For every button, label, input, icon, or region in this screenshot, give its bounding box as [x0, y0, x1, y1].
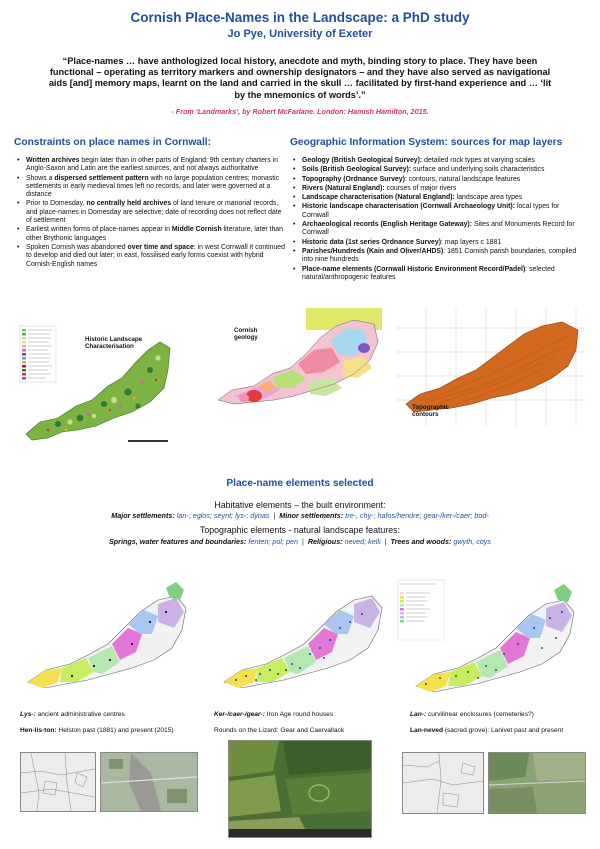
lan-caption: Lan-: curvilinear enclosures (cemeteries?) — [410, 711, 534, 718]
gis-item: • Landscape characterisation (Natural England): landscape area types — [302, 194, 588, 202]
rounds-caption: Rounds on the Lizard: Gear and Caervallack — [214, 727, 345, 734]
helston-1881-map — [20, 752, 96, 812]
lan-map-image — [396, 578, 586, 700]
ker-caption: Ker-/caer-/gear-: Iron Age round houses — [214, 711, 334, 718]
ker-map — [212, 578, 388, 698]
lan-map — [396, 578, 586, 700]
epigraph-quote: “Place-names … have anthologized local history, anecdote and myth, binding story to place. They have been functional – operating as territory markers and ownership designators – and they have also served as navigational aids [and] memory maps, learnt on the land and carried in the skull … facilitated by first-hand experience and … ‘lit by the mnemonics of words’.” — [48, 56, 552, 100]
geology-map-image — [214, 308, 382, 408]
ker-map-image — [212, 578, 388, 698]
topographic-heading: Topographic elements - natural landscape features: — [199, 525, 400, 535]
habitative-line: Major settlements: lan-; eglos; seynt; lys-; dynas | Minor settlements: tre-, chy-; hafos/hendre; gear-/ker-/caer; bod- — [111, 511, 489, 520]
gis-item: • Parishes/Hundreds (Kain and Oliver/AHDS): 1851 Cornish parish boundaries, compiled into nine hundreds — [302, 248, 588, 265]
gis-item: • Topography (Ordnance Survey): contours, natural landscape features — [302, 176, 588, 184]
helston-2015-aerial — [100, 752, 198, 812]
constraint-item: • Earliest written forms of place-names appear in Middle Cornish literature, later than other Brythonic languages — [26, 226, 286, 243]
poster-author: Jo Pye, University of Exeter — [227, 28, 373, 40]
gis-item: • Rivers (Natural England): courses of major rivers — [302, 185, 588, 193]
hlc-label: Historic Landscape Characterisation — [85, 336, 143, 351]
lanivet-1881-map-image — [403, 753, 483, 813]
lanivet-2015-aerial-image — [489, 753, 585, 813]
helston-2015-aerial-image — [101, 753, 197, 811]
gis-item: • Soils (British Geological Survey): surface and underlying soils characteristics — [302, 166, 588, 174]
constraint-item: • Prior to Domesday, no centrally held archives of land tenure or manorial records, and place-names in Domesday are selective; date of recording does not reflect date of settlement — [26, 200, 286, 225]
epigraph-citation: - From ‘Landmarks’, by Robert McFarlane. London: Hamish Hamilton, 2015. — [171, 107, 429, 116]
gis-heading: Geographic Information System: sources for map layers — [290, 137, 563, 148]
gis-item: • Archaeological records (English Heritage Gateway): Sites and Monuments Record for Cornwall — [302, 221, 588, 238]
geology-label: Cornish geology — [234, 327, 258, 342]
constraint-item: • Shows a dispersed settlement pattern with no large population centres; monastic settlements in early medieval times left no records, and later were governed at a distance — [26, 175, 286, 200]
contours-label: Topographic contours — [412, 404, 450, 419]
constraints-list-wrap — [16, 157, 286, 270]
lanivet-1881-map — [402, 752, 484, 814]
lys-map-image — [16, 578, 192, 698]
gis-item: • Place-name elements (Cornwall Historic Environment Record/Padel): selected natural/anthropogenic features — [302, 266, 588, 283]
lys-map — [16, 578, 192, 698]
constraints-list — [16, 157, 286, 269]
habitative-heading: Habitative elements – the built environment: — [214, 500, 386, 510]
lanivet-caption: Lan-neved (sacred grove): Lanivet past and present — [410, 727, 564, 734]
helston-1881-map-image — [21, 753, 95, 811]
topographic-line: Springs, water features and boundaries: fenten; pol; pen | Religious: neved; kelli | Trees and woods: gwyth, coys — [109, 537, 491, 546]
geology-map — [214, 308, 382, 408]
lizard-aerial-image — [229, 741, 371, 837]
constraints-heading: Constraints on place names in Cornwall: — [14, 137, 211, 148]
helston-caption: Hen-lis-ton: Helston past (1881) and present (2015) — [20, 727, 174, 734]
gis-item: • Geology (British Geological Survey): detailed rock types at varying scales — [302, 157, 588, 165]
elements-heading: Place-name elements selected — [226, 478, 374, 489]
poster-title: Cornish Place-Names in the Landscape: a PhD study — [130, 10, 470, 25]
lizard-aerial — [228, 740, 372, 838]
constraint-item: • Written archives begin later than in other parts of England: 9th century charters in Anglo-Saxon and Latin are the earliest sources, and not always authoritative — [26, 157, 286, 174]
gis-list — [292, 157, 588, 282]
gis-list-wrap — [292, 157, 588, 283]
constraint-item: • Spoken Cornish was abandoned over time and space: in west Cornwall it continued to develop and died out later; in east, fossilised early forms coexist with hybrid Cornish-English names — [26, 244, 286, 269]
gis-item: • Historic landscape characterisation (Cornwall Archaeology Unit): local types for Cornwall — [302, 203, 588, 220]
gis-item: • Historic data (1st series Ordnance Survey): map layers c 1881 — [302, 239, 588, 247]
lys-caption: Lys-: ancient administrative centres — [20, 711, 125, 718]
lanivet-2015-aerial — [488, 752, 586, 814]
